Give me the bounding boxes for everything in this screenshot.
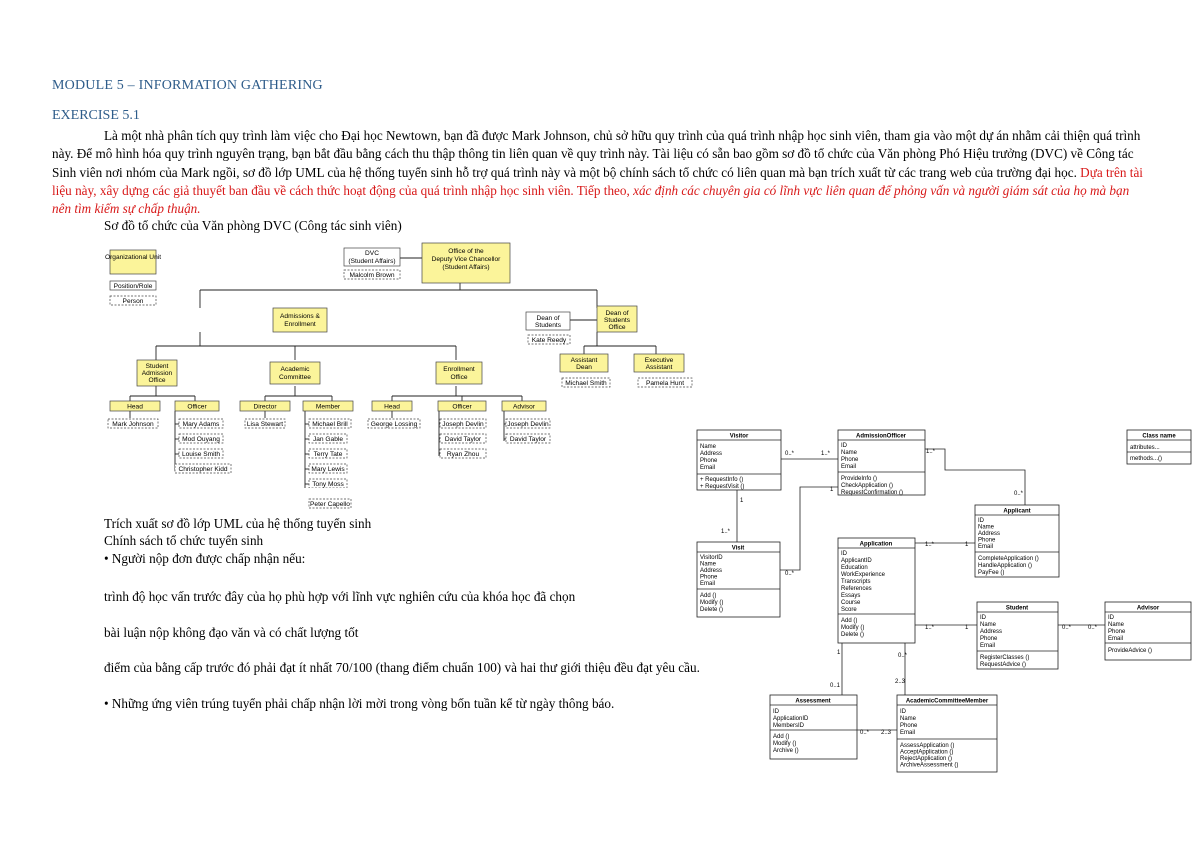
mult-app-student: 1..* bbox=[925, 625, 935, 631]
visitor-op-1: + RequestInfo () bbox=[700, 477, 744, 483]
mult-visit-ao: 0..* bbox=[785, 571, 795, 577]
policy-bullet-2: • Những ứng viên trúng tuyển phải chấp nhận lời mời trong vòng bốn tuần kể từ ngày thông báo. bbox=[104, 696, 615, 711]
application-attr-9: Score bbox=[841, 607, 857, 613]
application-attr-4: WorkExperience bbox=[841, 572, 885, 578]
uml-class-application bbox=[838, 538, 915, 643]
applicant-name: Applicant bbox=[1003, 508, 1031, 515]
application-attr-3: Education bbox=[841, 565, 868, 571]
acm-attr-2: Name bbox=[900, 716, 917, 722]
mult-visitor-ao: 0..* bbox=[785, 451, 795, 457]
ao-attr-1: ID bbox=[841, 443, 847, 449]
org-chart bbox=[100, 238, 700, 488]
mult-applicant-ao: 0..* bbox=[1014, 491, 1024, 497]
mult-visitor-visit-1: 1 bbox=[740, 498, 744, 504]
assessment-attr-2: ApplicationID bbox=[773, 716, 809, 722]
application-attr-1: ID bbox=[841, 551, 847, 557]
application-op-1: Add () bbox=[841, 618, 858, 624]
advisor-attr-4: Email bbox=[1108, 636, 1124, 642]
enrollment-office-line1: Enrollment bbox=[443, 366, 475, 373]
ac-director-label: Director bbox=[253, 403, 277, 411]
application-op-3: Delete () bbox=[841, 632, 865, 638]
module-title: MODULE 5 – INFORMATION GATHERING bbox=[52, 78, 323, 93]
uml-class-student bbox=[977, 602, 1058, 669]
advisor-attr-3: Phone bbox=[1108, 629, 1126, 635]
sao-officer-2: Mod Ouyang bbox=[182, 436, 220, 443]
student-admission-line2: Admission bbox=[141, 370, 173, 377]
assessment-name: Assessment bbox=[795, 698, 831, 705]
uml-class-advisor bbox=[1105, 602, 1191, 660]
task-text-red: Dựa trên tài liệu này, xây dựng các giả thuyết ban đầu về cách thức hoạt động của quá trình nhập học sinh viên. Tiếp theo, bbox=[52, 164, 1143, 198]
legend-class-methods: methods...() bbox=[1130, 456, 1163, 462]
applicant-op-1: CompleteApplication () bbox=[978, 556, 1039, 562]
uml-class-visitor bbox=[697, 430, 781, 490]
visitor-op-2: + RequestVisit () bbox=[700, 484, 745, 490]
student-attr-1: ID bbox=[980, 615, 986, 621]
condition-1: trình độ học vấn trước đây của họ phù hợp với lĩnh vực nghiên cứu của khóa học đã chọn bbox=[104, 589, 576, 604]
student-op-2: RequestAdvice () bbox=[980, 662, 1027, 668]
ac-member-4: Mary Lewis bbox=[311, 466, 345, 473]
legend-class-attrs: attributes... bbox=[1130, 445, 1160, 451]
mult-member-app: 2..3 bbox=[895, 679, 906, 685]
mult-advisor-student: 0..* bbox=[1088, 625, 1098, 631]
mult-app-assessment-1: 1 bbox=[837, 650, 841, 656]
mult-app-member: 0..* bbox=[898, 653, 908, 659]
sao-officer-1: Mary Adams bbox=[182, 421, 220, 428]
exec-assistant-line1: Executive bbox=[644, 357, 674, 364]
exec-assistant-person: Pamela Hunt bbox=[645, 380, 685, 387]
uml-class-admission-officer bbox=[838, 430, 925, 496]
ac-member-3: Terry Tate bbox=[313, 451, 343, 458]
applicant-attr-4: Phone bbox=[978, 537, 996, 544]
admission-officer-name: AdmissionOfficer bbox=[855, 433, 907, 440]
acm-attr-1: ID bbox=[900, 709, 906, 715]
exercise-title: EXERCISE 5.1 bbox=[52, 108, 140, 123]
ac-member-6: Peter Capello bbox=[310, 501, 350, 508]
academic-committee-line2: Committee bbox=[279, 374, 311, 381]
visitor-attr-4: Email bbox=[700, 465, 716, 471]
ac-member-6-box bbox=[300, 497, 360, 511]
ao-attr-2: Name bbox=[841, 450, 858, 456]
student-attr-4: Phone bbox=[980, 636, 998, 642]
office-dvc-line1: Office of the bbox=[448, 248, 484, 255]
eo-officer-3: Ryan Zhou bbox=[446, 451, 480, 458]
assessment-op-1: Add () bbox=[773, 734, 790, 740]
legend-person-text: Person bbox=[122, 298, 144, 305]
application-attr-5: Transcripts bbox=[841, 579, 871, 585]
application-attr-6: References bbox=[841, 586, 872, 592]
dvc-role-line1: DVC bbox=[365, 250, 379, 257]
student-attr-3: Address bbox=[980, 629, 1003, 635]
mult-assessment-member: 0..* bbox=[860, 730, 870, 736]
student-attr-2: Name bbox=[980, 622, 997, 628]
advisor-name: Advisor bbox=[1136, 605, 1160, 612]
office-dvc-line3: (Student Affairs) bbox=[442, 264, 490, 271]
assessment-attr-3: MembersID bbox=[773, 723, 805, 729]
ao-op-1: ProvideInfo () bbox=[841, 476, 878, 482]
dean-role-line1: Dean of bbox=[536, 315, 560, 322]
student-op-1: RegisterClasses () bbox=[980, 655, 1030, 661]
legend-unit-text: Organizational Unit bbox=[104, 254, 162, 261]
ao-attr-3: Phone bbox=[841, 457, 859, 463]
academic-committee-line1: Academic bbox=[280, 366, 310, 373]
committee-member-name: AcademicCommitteeMember bbox=[905, 698, 989, 705]
policy-title: Chính sách tổ chức tuyển sinh bbox=[104, 533, 264, 548]
eo-officer-label: Officer bbox=[452, 403, 472, 411]
mult-ao-applicant: 1..* bbox=[926, 449, 936, 455]
ac-director-person: Lisa Stewart bbox=[246, 421, 284, 428]
eo-advisor-1: Joseph Devlin bbox=[507, 421, 549, 428]
assistant-dean-line1: Assistant bbox=[570, 357, 598, 364]
mult-ao-visitor: 1..* bbox=[821, 451, 831, 457]
office-dvc-line2: Deputy Vice Chancellor bbox=[431, 256, 501, 263]
applicant-attr-1: ID bbox=[978, 518, 984, 524]
visit-op-2: Modify () bbox=[700, 600, 724, 606]
eo-officer-1: Joseph Devlin bbox=[442, 421, 484, 428]
uml-class-assessment bbox=[770, 695, 857, 759]
uml-class-applicant bbox=[975, 505, 1059, 577]
mult-student-advisor: 0..* bbox=[1062, 625, 1072, 631]
acm-op-3: RejectApplication () bbox=[900, 756, 953, 762]
uml-class-visit bbox=[697, 542, 780, 617]
assessment-op-2: Modify () bbox=[773, 741, 797, 747]
eo-head-label: Head bbox=[384, 403, 400, 411]
eo-advisor-label: Advisor bbox=[513, 403, 535, 411]
ac-member-1: Michael Brill bbox=[312, 421, 348, 428]
exec-assistant-line2: Assistant bbox=[645, 364, 673, 371]
application-name: Application bbox=[859, 541, 893, 548]
dean-office-line3: Office bbox=[608, 324, 626, 331]
dean-person-name: Kate Reedy bbox=[531, 337, 567, 344]
eo-advisor-2: David Taylor bbox=[509, 436, 547, 443]
ac-member-label: Member bbox=[315, 403, 341, 411]
application-attr-2: ApplicantID bbox=[841, 558, 872, 564]
visit-attr-2: Name bbox=[700, 561, 717, 568]
visit-attr-1: VisitorID bbox=[700, 555, 723, 561]
acm-op-4: ArchiveAssessment () bbox=[900, 762, 959, 769]
condition-2: bài luận nộp không đạo văn và có chất lượng tốt bbox=[104, 625, 359, 640]
uml-caption: Trích xuất sơ đồ lớp UML của hệ thống tuyển sinh bbox=[104, 516, 372, 531]
admissions-line1: Admissions & bbox=[280, 313, 320, 320]
legend-position-text: Position/Role bbox=[113, 283, 153, 290]
acm-attr-3: Phone bbox=[900, 723, 918, 729]
eo-head-person: George Lossing bbox=[370, 421, 418, 428]
uml-class-committee-member bbox=[897, 695, 997, 772]
visit-attr-3: Address bbox=[700, 568, 723, 574]
advisor-op-1: ProvideAdvice () bbox=[1108, 648, 1153, 654]
dean-role-line2: Students bbox=[534, 322, 562, 329]
mult-member-assessment: 2..3 bbox=[881, 730, 892, 736]
dean-office-line1: Dean of bbox=[605, 310, 629, 317]
acm-op-2: AcceptApplication () bbox=[900, 749, 954, 756]
acm-op-1: AssessApplication () bbox=[900, 743, 955, 749]
student-admission-line1: Student bbox=[145, 363, 169, 370]
enrollment-office-line2: Office bbox=[450, 374, 468, 381]
sao-officer-3: Louise Smith bbox=[181, 451, 221, 458]
uml-class-diagram bbox=[690, 425, 1200, 775]
ac-member-5: Tony Moss bbox=[312, 481, 344, 488]
org-chart-caption: Sơ đồ tổ chức của Văn phòng DVC (Công tác sinh viên) bbox=[104, 218, 402, 233]
mult-visit-visitor: 1..* bbox=[721, 529, 731, 535]
application-attr-7: Essays bbox=[841, 593, 861, 599]
admissions-box bbox=[273, 308, 327, 332]
application-op-2: Modify () bbox=[841, 625, 865, 631]
ao-attr-4: Email bbox=[841, 464, 857, 470]
assessment-attr-1: ID bbox=[773, 709, 779, 715]
legend-class-name: Class name bbox=[1142, 433, 1176, 440]
dvc-role-line2: (Student Affairs) bbox=[348, 258, 396, 265]
acm-attr-4: Email bbox=[900, 730, 916, 736]
applicant-op-2: HandleApplication () bbox=[978, 563, 1033, 569]
uml-class-legend bbox=[1127, 430, 1191, 464]
advisor-attr-1: ID bbox=[1108, 615, 1114, 621]
condition-3: điểm của bằng cấp trước đó phải đạt ít nhất 70/100 (thang điểm chuẩn 100) và hai thư giới thiệu đều đạt yêu cầu. bbox=[104, 660, 700, 675]
student-attr-5: Email bbox=[980, 643, 996, 649]
mult-assessment-app: 0..1 bbox=[830, 683, 841, 689]
visit-attr-4: Phone bbox=[700, 574, 718, 581]
dvc-person-name: Malcolm Brown bbox=[349, 272, 395, 279]
applicant-op-3: PayFee () bbox=[978, 570, 1005, 576]
mult-applicant-app: 1 bbox=[965, 542, 969, 548]
applicant-attr-3: Address bbox=[978, 531, 1001, 537]
sao-officer-label: Officer bbox=[187, 403, 207, 411]
assessment-op-3: Archive () bbox=[773, 748, 799, 754]
advisor-attr-2: Name bbox=[1108, 622, 1125, 628]
task-text-red-italic: xác định các chuyên gia có lĩnh vực liên quan để phỏng vấn và người giám sát của họ mà bạn nên tìm kiếm sự chấp thuận. bbox=[52, 182, 1130, 217]
mult-app-applicant: 1..* bbox=[925, 542, 935, 548]
visitor-attr-1: Name bbox=[700, 444, 717, 450]
intro-text: Là một nhà phân tích quy trình làm việc cho Đại học Newtown, bạn đã được Mark Johnson, chủ sở hữu quy trình của quá trình nhập học sinh viên, tham gia vào một dự án nhằm cải thiện quá trình này. Để mô hình hóa quy trình nguyên trạng, bạn bắt đầu bằng cách thu thập thông tin liên quan về quy trình này. Tài liệu có sẵn bao gồm sơ đồ tổ chức của Văn phòng Phó Hiệu trưởng (DVC) về Công tác Sinh viên nơi nhóm của Mark ngồi, sơ đồ lớp UML của hệ thống tuyển sinh hỗ trợ quá trình này và một bộ chính sách tổ chức có liên quan mà bạn trích xuất từ các trang web của trường đại học. bbox=[52, 128, 1141, 180]
dean-office-line2: Students bbox=[603, 317, 631, 324]
application-attr-8: Course bbox=[841, 600, 861, 606]
applicant-attr-2: Name bbox=[978, 524, 995, 531]
admissions-line2: Enrollment bbox=[284, 321, 316, 328]
intro-paragraph bbox=[52, 127, 1147, 218]
mult-ao-visit: 1 bbox=[830, 487, 834, 493]
visitor-attr-2: Address bbox=[700, 451, 723, 457]
sao-officer-4: Christopher Kidd bbox=[178, 466, 228, 473]
student-name: Student bbox=[1005, 605, 1029, 612]
visitor-attr-3: Phone bbox=[700, 458, 718, 464]
visit-op-3: Delete () bbox=[700, 607, 724, 613]
sao-head-label: Head bbox=[127, 403, 143, 411]
mult-student-app: 1 bbox=[965, 625, 969, 631]
visitor-name: Visitor bbox=[729, 433, 749, 440]
applicant-attr-5: Email bbox=[978, 544, 994, 550]
assistant-dean-line2: Dean bbox=[576, 364, 592, 371]
visit-op-1: Add () bbox=[700, 593, 717, 599]
assistant-dean-person: Michael Smith bbox=[565, 380, 607, 387]
visit-attr-5: Email bbox=[700, 581, 716, 587]
student-admission-line3: Office bbox=[148, 377, 166, 384]
ao-op-3: RequestConfirmation () bbox=[841, 490, 904, 496]
ao-op-2: CheckApplication () bbox=[841, 483, 894, 489]
visit-name: Visit bbox=[731, 545, 745, 552]
eo-officer-2: David Taylor bbox=[444, 436, 482, 443]
ac-member-2: Jan Gable bbox=[312, 436, 344, 443]
sao-head-person: Mark Johnson bbox=[112, 421, 154, 428]
policy-bullet-1: • Người nộp đơn được chấp nhận nếu: bbox=[104, 551, 306, 566]
